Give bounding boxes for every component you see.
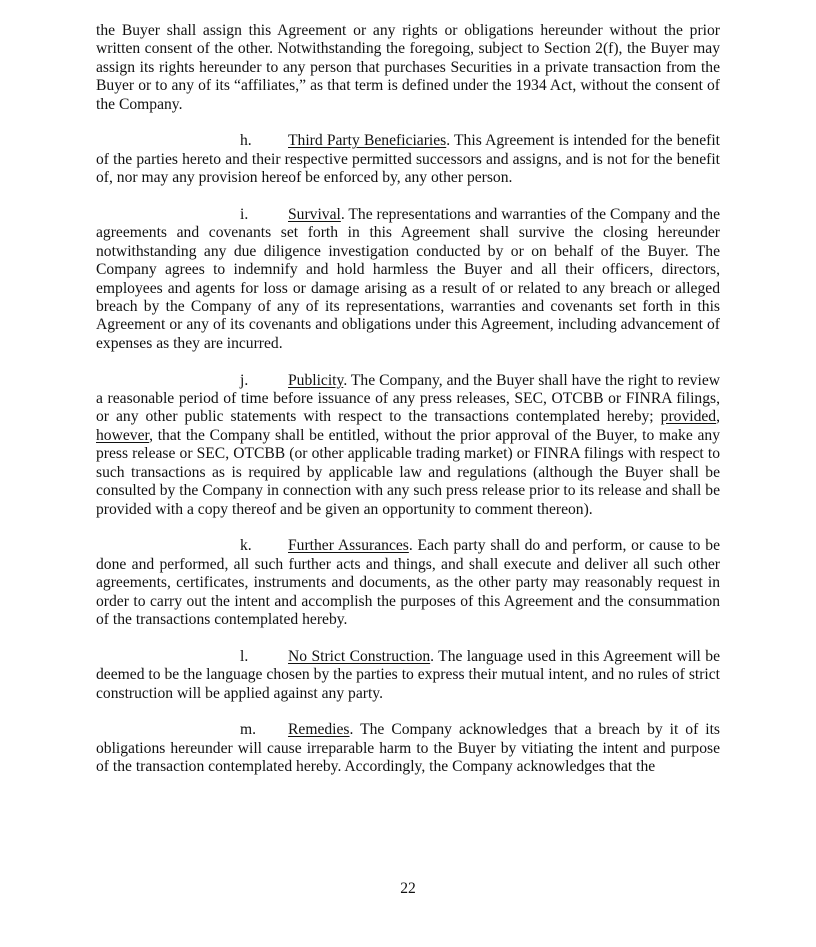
section-j-provided: provided bbox=[660, 408, 717, 426]
section-k-body: . Each party shall do and perform, or cause to be done and performed, all such further acts and things, and shall execute and deliver all such other agreements, certificates, instruments and documents, as the other party may reasonably request in order to carry out the intent and accomplish the purposes of this Agreement and the consummation of the transactions contemplated hereby. bbox=[96, 537, 720, 628]
section-j-comma: , bbox=[716, 408, 720, 426]
section-j-paragraph bbox=[96, 372, 720, 519]
section-h-heading: Third Party Beneficiaries bbox=[288, 132, 447, 150]
section-j-however: however bbox=[96, 426, 150, 444]
section-j-number: j. bbox=[240, 371, 249, 389]
section-m-heading: Remedies bbox=[288, 721, 350, 739]
document-page bbox=[96, 22, 720, 795]
section-h-paragraph bbox=[96, 132, 720, 187]
intro-paragraph: the Buyer shall assign this Agreement or any rights or obligations hereunder without the prior written consent of the other. Notwithstanding the foregoing, subject to Section 2(f), the Buyer may assign its rights hereunder to any person that purchases Securities in a private transaction from the Buyer or to any of its “affiliates,” as that term is defined under the 1934 Act, without the consent of the Company. bbox=[96, 22, 720, 113]
section-l-heading: No Strict Construction bbox=[288, 647, 431, 665]
section-j-heading: Publicity bbox=[288, 371, 344, 389]
page-number: 22 bbox=[400, 880, 416, 897]
section-h-number: h. bbox=[240, 132, 252, 150]
section-i-paragraph bbox=[96, 206, 720, 353]
section-j-body-part2: , that the Company shall be entitled, without the prior approval of the Buyer, to make any press release or SEC, OTCBB (or other applicable trading market) or FINRA filings with respect to such transactions as is required by applicable law and regulations (although the Buyer shall be consulted by the Company in connection with any such press release prior to its release and shall be provided with a copy thereof and be given an opportunity to comment thereon). bbox=[96, 426, 720, 518]
section-i-number: i. bbox=[240, 206, 249, 224]
section-l-paragraph bbox=[96, 648, 720, 703]
section-m-paragraph bbox=[96, 721, 720, 776]
section-i-heading: Survival bbox=[288, 206, 341, 224]
section-m-body: . The Company acknowledges that a breach by it of its obligations hereunder will cause irreparable harm to the Buyer by vitiating the intent and purpose of the transaction contemplated hereby. Accordingly, the Company acknowledges that the bbox=[96, 721, 720, 776]
section-k-paragraph bbox=[96, 537, 720, 629]
section-j-body-part1: . The Company, and the Buyer shall have the right to review a reasonable period of time before issuance of any press releases, SEC, OTCBB or FINRA filings, or any other public statements with respect to the transactions contemplated hereby; bbox=[96, 371, 720, 426]
section-k-number: k. bbox=[240, 537, 252, 555]
section-k-heading: Further Assurances bbox=[288, 537, 409, 555]
section-h-body: . This Agreement is intended for the benefit of the parties hereto and their respective permitted successors and assigns, and is not for the benefit of, nor may any provision hereof be enforced by, any other person. bbox=[96, 132, 720, 187]
section-m-number: m. bbox=[240, 721, 257, 739]
section-l-body: . The language used in this Agreement will be deemed to be the language chosen by the parties to express their mutual intent, and no rules of strict construction will be applied against any party. bbox=[96, 647, 720, 702]
section-l-number: l. bbox=[240, 647, 249, 665]
section-i-body: . The representations and warranties of the Company and the agreements and covenants set forth in this Agreement shall survive the closing hereunder notwithstanding any due diligence investigation conducted by or on behalf of the Buyer. The Company agrees to indemnify and hold harmless the Buyer and all their officers, directors, employees and agents for loss or damage arising as a result of or related to any breach or alleged breach by the Company of any of its representations, warranties and covenants set forth in this Agreement or any of its covenants and obligations under this Agreement, including advancement of expenses as they are incurred. bbox=[96, 206, 720, 352]
